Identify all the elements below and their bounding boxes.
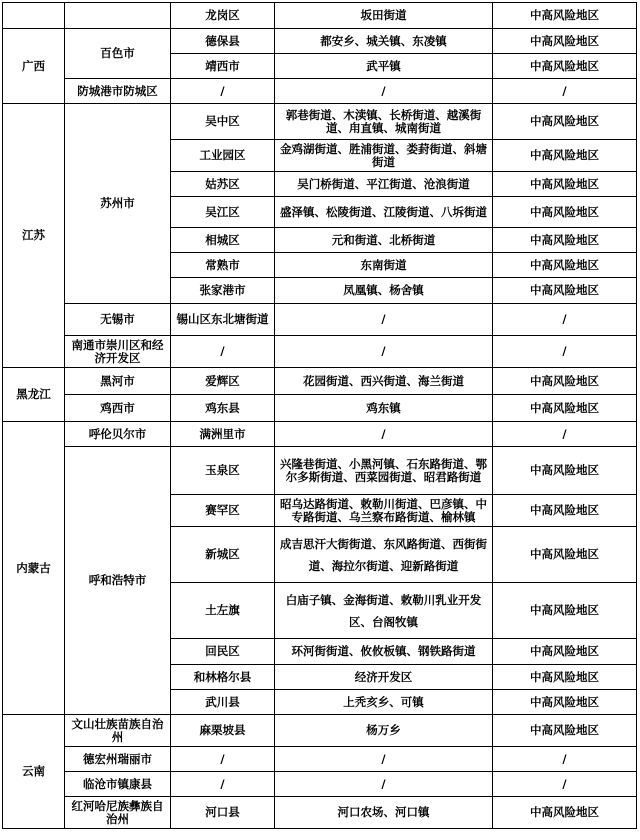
streets-cell: 河口农场、河口镇 bbox=[275, 797, 493, 829]
city-cell: 百色市 bbox=[65, 29, 171, 79]
risk-level-cell: 中高风险地区 bbox=[493, 527, 637, 583]
risk-level-cell: 中高风险地区 bbox=[493, 690, 637, 715]
streets-cell: 环河街街道、攸攸板镇、钢铁路街道 bbox=[275, 639, 493, 665]
table-row bbox=[3, 336, 637, 368]
district-cell: 靖西市 bbox=[171, 54, 275, 79]
city-cell: 苏州市 bbox=[65, 104, 171, 304]
district-cell: 姑苏区 bbox=[171, 172, 275, 197]
province-cell: 广西 bbox=[3, 29, 65, 104]
district-cell: 吴中区 bbox=[171, 104, 275, 140]
province-cell: 黑龙江 bbox=[3, 368, 65, 422]
streets-cell: / bbox=[275, 747, 493, 772]
streets-cell: 坂田街道 bbox=[275, 3, 493, 29]
table-row bbox=[3, 447, 637, 495]
risk-level-cell: / bbox=[493, 304, 637, 336]
district-cell: 赛罕区 bbox=[171, 495, 275, 527]
risk-level-cell: 中高风险地区 bbox=[493, 665, 637, 690]
district-cell: 土左旗 bbox=[171, 583, 275, 639]
risk-level-cell: 中高风险地区 bbox=[493, 3, 637, 29]
district-cell: 新城区 bbox=[171, 527, 275, 583]
table-row bbox=[3, 772, 637, 797]
district-cell: 吴江区 bbox=[171, 197, 275, 228]
streets-cell: 都安乡、城关镇、东凌镇 bbox=[275, 29, 493, 54]
risk-level-cell: 中高风险地区 bbox=[493, 447, 637, 495]
city-cell: 呼伦贝尔市 bbox=[65, 422, 171, 447]
district-cell: 爱辉区 bbox=[171, 368, 275, 395]
risk-level-cell: 中高风险地区 bbox=[493, 29, 637, 54]
streets-cell: / bbox=[275, 79, 493, 104]
province-cell bbox=[3, 3, 65, 29]
district-cell: 工业园区 bbox=[171, 140, 275, 172]
streets-cell: 郭巷街道、木渎镇、长桥街道、越溪街道、甪直镇、城南街道 bbox=[275, 104, 493, 140]
city-cell: 无锡市 bbox=[65, 304, 171, 336]
table-row bbox=[3, 29, 637, 54]
streets-cell: 杨万乡 bbox=[275, 715, 493, 747]
streets-cell: / bbox=[275, 422, 493, 447]
table-row bbox=[3, 422, 637, 447]
district-cell: 常熟市 bbox=[171, 253, 275, 278]
risk-level-cell: / bbox=[493, 772, 637, 797]
risk-level-cell: / bbox=[493, 747, 637, 772]
streets-cell: 昭乌达路街道、敕勒川街道、巴彦镇、中专路街道、乌兰察布路街道、榆林镇 bbox=[275, 495, 493, 527]
table-row bbox=[3, 3, 637, 29]
city-cell: 防城港市防城区 bbox=[65, 79, 171, 104]
table-row bbox=[3, 395, 637, 422]
district-cell: 麻栗坡县 bbox=[171, 715, 275, 747]
streets-cell: 凤凰镇、杨舍镇 bbox=[275, 278, 493, 304]
streets-cell: 东南街道 bbox=[275, 253, 493, 278]
streets-cell: / bbox=[275, 336, 493, 368]
district-cell: / bbox=[171, 772, 275, 797]
city-cell: 鸡西市 bbox=[65, 395, 171, 422]
district-cell: 锡山区东北塘街道 bbox=[171, 304, 275, 336]
streets-cell: 金鸡湖街道、胜浦街道、娄葑街道、斜塘街道 bbox=[275, 140, 493, 172]
risk-level-cell: 中高风险地区 bbox=[493, 583, 637, 639]
district-cell: 武川县 bbox=[171, 690, 275, 715]
province-cell: 江苏 bbox=[3, 104, 65, 368]
risk-level-cell: 中高风险地区 bbox=[493, 228, 637, 253]
district-cell: / bbox=[171, 336, 275, 368]
streets-cell: 白庙子镇、金海街道、敕勒川乳业开发区、台阁牧镇 bbox=[275, 583, 493, 639]
risk-level-cell: 中高风险地区 bbox=[493, 197, 637, 228]
risk-level-cell: 中高风险地区 bbox=[493, 140, 637, 172]
city-cell: 黑河市 bbox=[65, 368, 171, 395]
district-cell: 和林格尔县 bbox=[171, 665, 275, 690]
risk-area-table bbox=[2, 2, 637, 829]
streets-cell: 经济开发区 bbox=[275, 665, 493, 690]
risk-level-cell: 中高风险地区 bbox=[493, 715, 637, 747]
city-cell: 文山壮族苗族自治州 bbox=[65, 715, 171, 747]
streets-cell: 吴门桥街道、平江街道、沧浪街道 bbox=[275, 172, 493, 197]
risk-level-cell: 中高风险地区 bbox=[493, 54, 637, 79]
streets-cell: 上秃亥乡、可镇 bbox=[275, 690, 493, 715]
district-cell: 张家港市 bbox=[171, 278, 275, 304]
risk-level-cell: 中高风险地区 bbox=[493, 797, 637, 829]
risk-level-cell: 中高风险地区 bbox=[493, 395, 637, 422]
district-cell: 玉泉区 bbox=[171, 447, 275, 495]
city-cell: 红河哈尼族彝族自治州 bbox=[65, 797, 171, 829]
district-cell: 回民区 bbox=[171, 639, 275, 665]
table-row bbox=[3, 304, 637, 336]
risk-level-cell: / bbox=[493, 79, 637, 104]
province-cell: 内蒙古 bbox=[3, 422, 65, 715]
risk-level-cell: 中高风险地区 bbox=[493, 639, 637, 665]
city-cell: 德宏州瑞丽市 bbox=[65, 747, 171, 772]
risk-level-cell: 中高风险地区 bbox=[493, 368, 637, 395]
table-row bbox=[3, 797, 637, 829]
risk-level-cell: / bbox=[493, 336, 637, 368]
risk-level-cell: 中高风险地区 bbox=[493, 278, 637, 304]
risk-level-cell: / bbox=[493, 422, 637, 447]
streets-cell: 花园街道、西兴街道、海兰街道 bbox=[275, 368, 493, 395]
streets-cell: 兴隆巷街道、小黑河镇、石东路街道、鄂尔多斯街道、西菜园街道、昭君路街道 bbox=[275, 447, 493, 495]
district-cell: / bbox=[171, 79, 275, 104]
streets-cell: 盛泽镇、松陵街道、江陵街道、八坼街道 bbox=[275, 197, 493, 228]
district-cell: 鸡东县 bbox=[171, 395, 275, 422]
risk-level-cell: 中高风险地区 bbox=[493, 495, 637, 527]
streets-cell: / bbox=[275, 304, 493, 336]
table-row bbox=[3, 104, 637, 140]
city-cell: 南通市崇川区和经济开发区 bbox=[65, 336, 171, 368]
risk-level-cell: 中高风险地区 bbox=[493, 253, 637, 278]
district-cell: 满洲里市 bbox=[171, 422, 275, 447]
streets-cell: 鸡东镇 bbox=[275, 395, 493, 422]
district-cell: 河口县 bbox=[171, 797, 275, 829]
city-cell: 呼和浩特市 bbox=[65, 447, 171, 715]
table-row bbox=[3, 79, 637, 104]
streets-cell: 元和街道、北桥街道 bbox=[275, 228, 493, 253]
province-cell: 云南 bbox=[3, 715, 65, 829]
district-cell: 相城区 bbox=[171, 228, 275, 253]
streets-cell: 武平镇 bbox=[275, 54, 493, 79]
district-cell: / bbox=[171, 747, 275, 772]
table-row bbox=[3, 368, 637, 395]
district-cell: 龙岗区 bbox=[171, 3, 275, 29]
table-row bbox=[3, 747, 637, 772]
risk-level-cell: 中高风险地区 bbox=[493, 104, 637, 140]
city-cell bbox=[65, 3, 171, 29]
streets-cell: 成吉思汗大街街道、东风路街道、西街街道、海拉尔街道、迎新路街道 bbox=[275, 527, 493, 583]
district-cell: 德保县 bbox=[171, 29, 275, 54]
risk-level-cell: 中高风险地区 bbox=[493, 172, 637, 197]
streets-cell: / bbox=[275, 772, 493, 797]
table-row bbox=[3, 715, 637, 747]
city-cell: 临沧市镇康县 bbox=[65, 772, 171, 797]
